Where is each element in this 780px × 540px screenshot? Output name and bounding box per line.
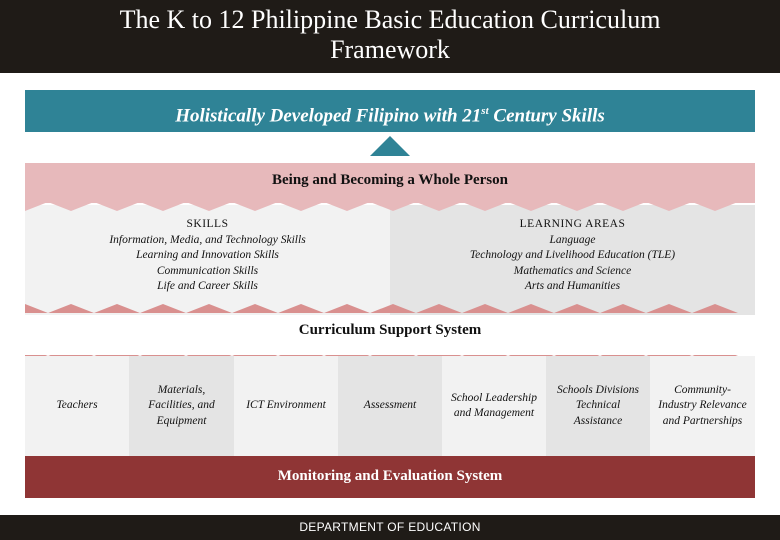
support-item: School Leadership and Management [442,356,546,456]
support-label: Curriculum Support System [298,322,482,338]
learning-areas-heading: LEARNING AREAS [519,218,626,230]
monitoring-label: Monitoring and Evaluation System [277,468,503,484]
learning-area-item: Language [549,233,596,246]
skills-item: Life and Career Skills [157,280,258,292]
goal-text: Holistically Developed Filipino with 21st Century Skills [175,105,605,127]
skills-item: Information, Media, and Technology Skills [109,233,306,246]
support-item: Teachers [25,356,129,456]
learning-area-item: Arts and Humanities [524,280,621,292]
title-line-2: Framework [330,35,450,64]
title-line-1: The K to 12 Philippine Basic Education Curriculum [119,5,661,34]
skills-item: Learning and Innovation Skills [136,249,279,261]
footer-label: DEPARTMENT OF EDUCATION [299,520,481,534]
support-item: Materials, Facilities, and Equipment [129,356,234,456]
being-label: Being and Becoming a Whole Person [272,172,508,188]
skills-heading: SKILLS [186,218,229,230]
support-item: Schools Divisions Technical Assistance [546,356,650,456]
support-item: Assessment [338,356,442,456]
learning-area-item: Technology and Livelihood Education (TLE) [469,249,676,261]
support-item: ICT Environment [234,356,338,456]
learning-area-item: Mathematics and Science [513,264,632,277]
learning-areas-column [390,217,755,295]
support-item: Community-Industry Relevance and Partnerships [650,356,755,456]
skills-item: Communication Skills [156,264,259,277]
skills-column [25,217,390,295]
